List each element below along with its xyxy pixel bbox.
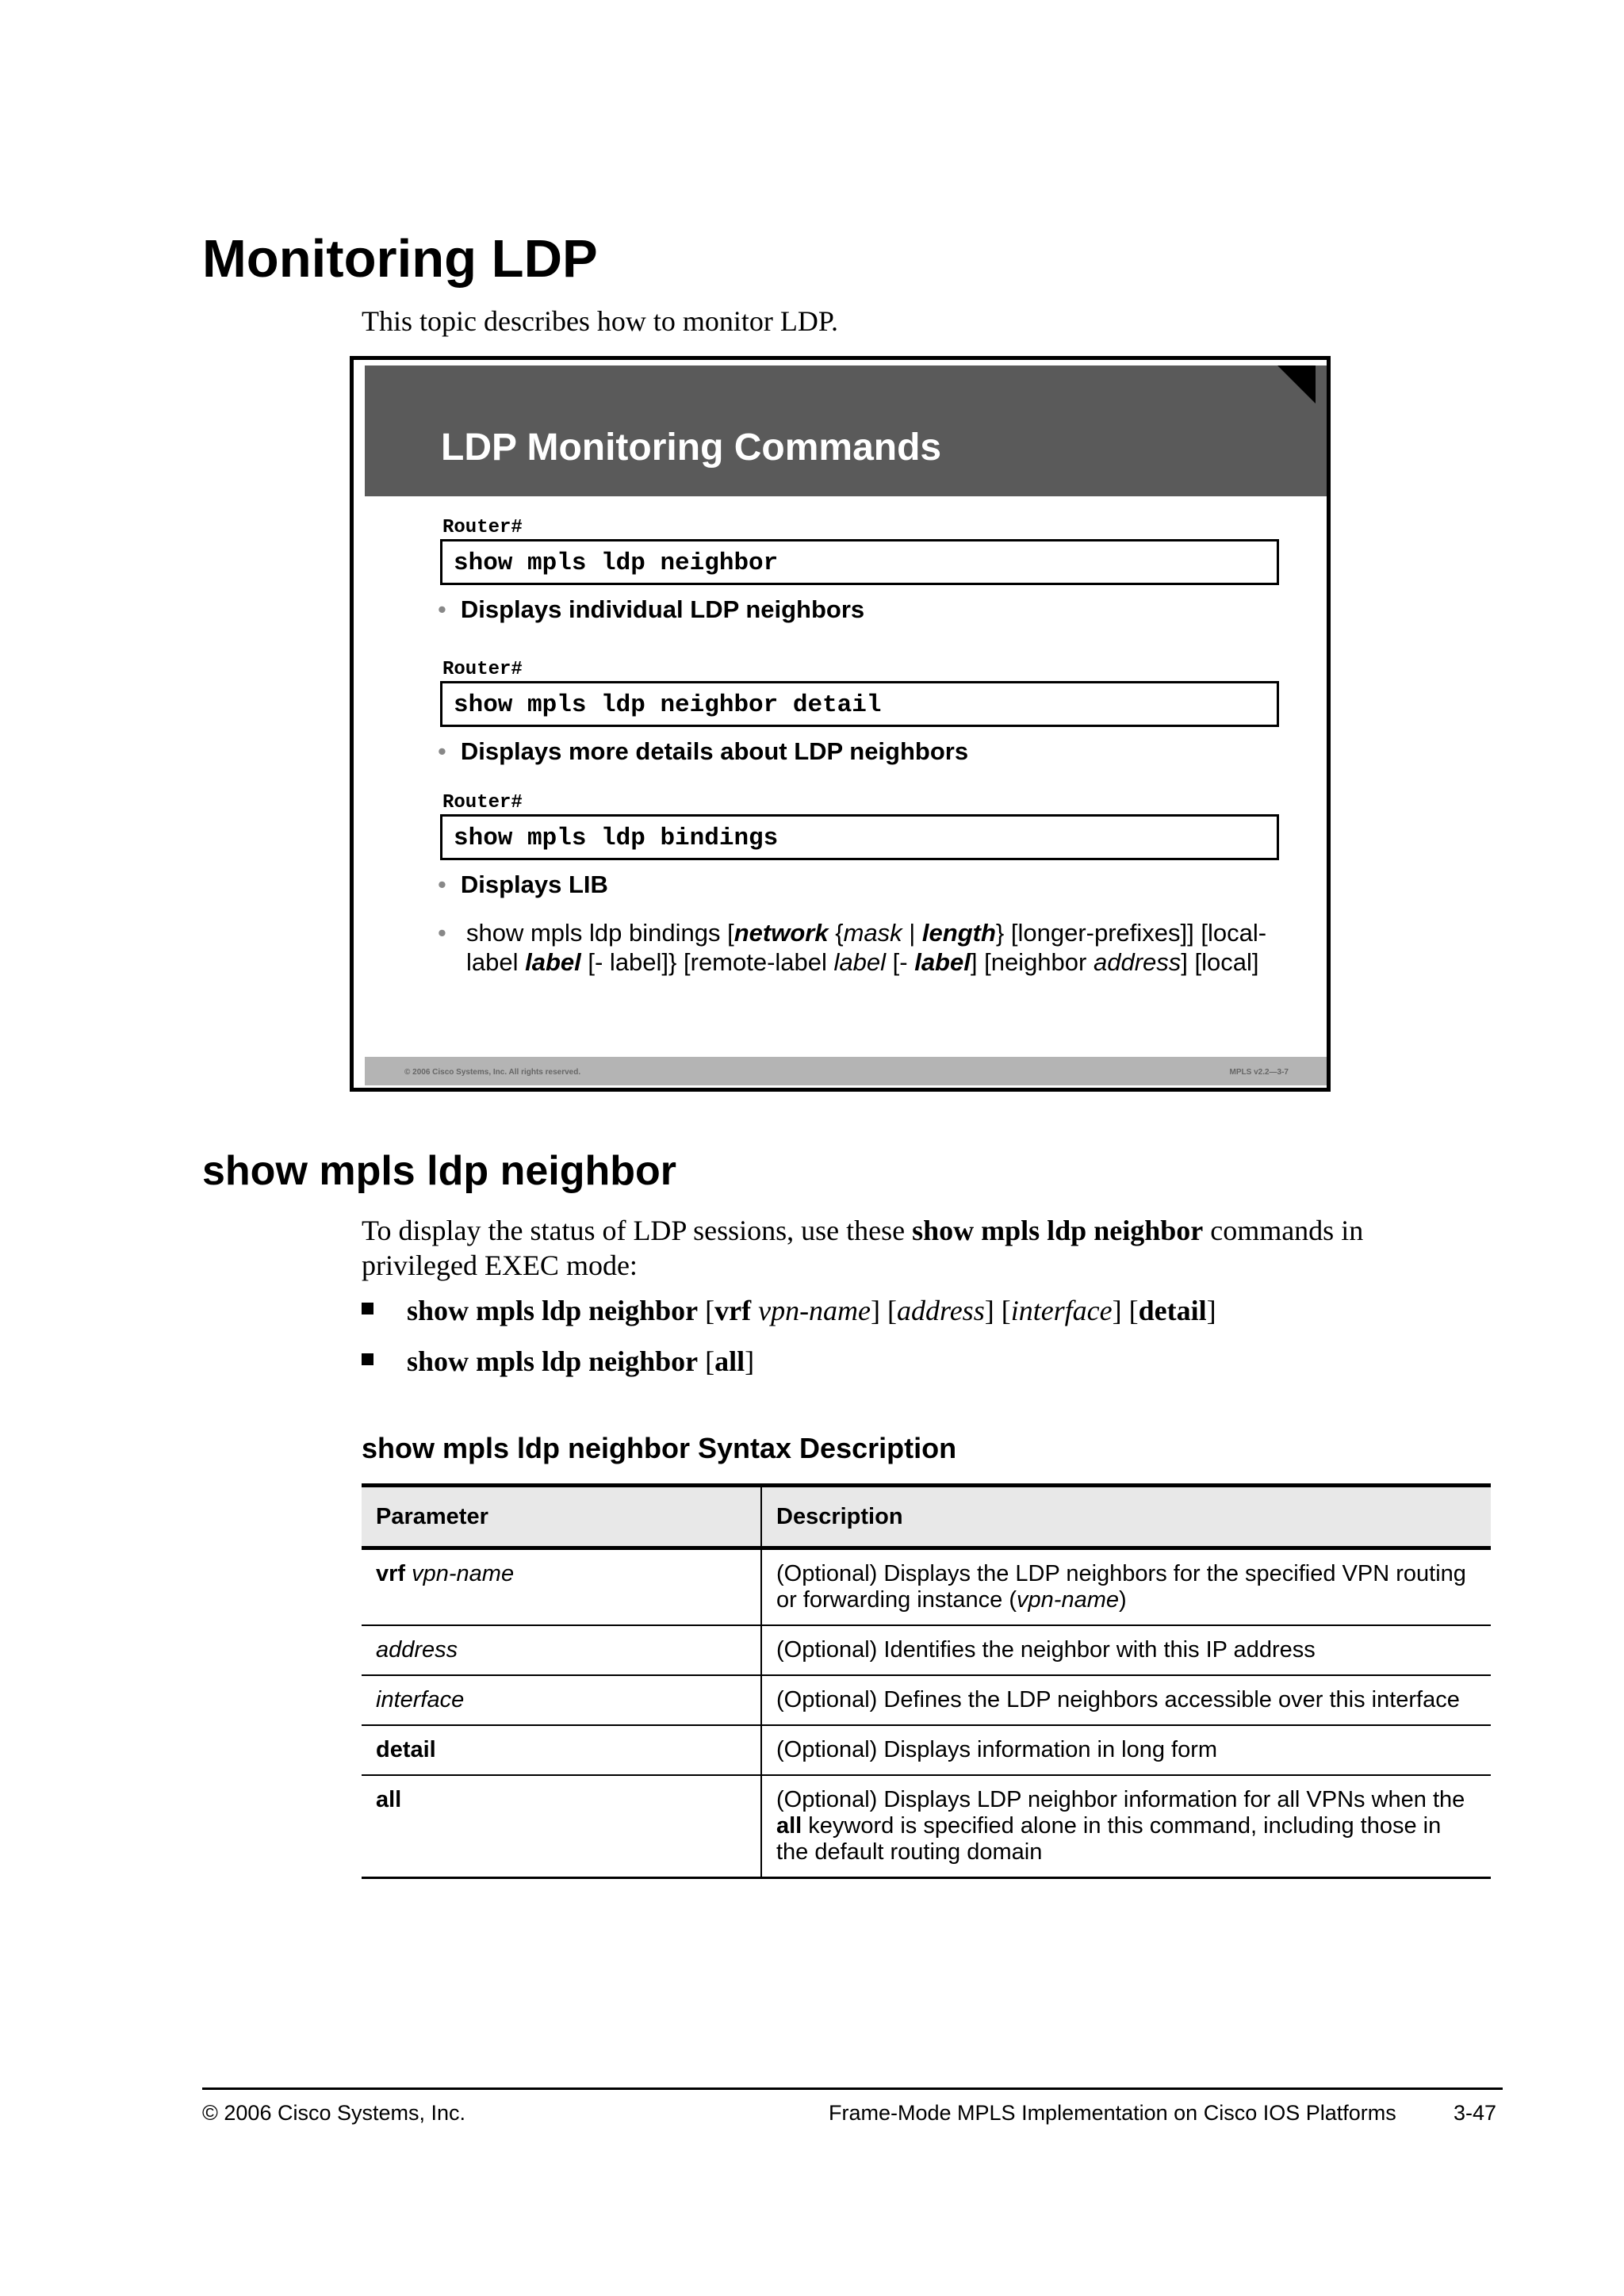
slide-footer (365, 1057, 1327, 1085)
square-bullet-icon (362, 1303, 373, 1314)
bindings-syntax-bullet (438, 918, 1286, 977)
parameter-cell: detail (362, 1725, 761, 1775)
bullet-dot-icon: • (438, 737, 446, 765)
footer-book-title: Frame-Mode MPLS Implementation on Cisco IOS Platforms (829, 2101, 1396, 2125)
table-row (362, 1675, 1491, 1725)
bullet-text: Displays LIB (460, 871, 608, 898)
table-row (362, 1548, 1491, 1626)
bullet-text: Displays individual LDP neighbors (460, 595, 865, 623)
square-bullet-icon (362, 1353, 373, 1365)
description-cell: (Optional) Identifies the neighbor with this IP address (761, 1625, 1491, 1675)
syntax-description-table (362, 1483, 1491, 1879)
syntax-item: show mpls ldp neighbor [vrf vpn-name] [address] [interface] [detail] (362, 1294, 1216, 1327)
footer-copyright: © 2006 Cisco Systems, Inc. (202, 2101, 466, 2125)
slide-copyright: © 2006 Cisco Systems, Inc. All rights reserved. (404, 1068, 581, 1077)
table-caption: show mpls ldp neighbor Syntax Description (362, 1432, 957, 1464)
description-cell: (Optional) Displays information in long form (761, 1725, 1491, 1775)
parameter-cell: all (362, 1775, 761, 1878)
bullet-dot-icon: • (438, 871, 446, 898)
description-cell: (Optional) Defines the LDP neighbors accessible over this interface (761, 1675, 1491, 1725)
slide-corner-decoration (1277, 365, 1316, 404)
table-row (362, 1725, 1491, 1775)
table-header-cell: Description (761, 1486, 1491, 1548)
slide-number: MPLS v2.2—3-7 (1229, 1068, 1289, 1077)
command-text: show mpls ldp bindings (454, 825, 779, 852)
parameter-cell: interface (362, 1675, 761, 1725)
bindings-syntax-text: show mpls ldp bindings [network {mask | length} [longer-prefixes]] [local-label label [- label]} [remote-label label [- label] [neighbor address] [local] (466, 919, 1267, 976)
command-box (440, 814, 1279, 860)
table-row (362, 1625, 1491, 1675)
slide-bullet (438, 595, 864, 624)
syntax-item: show mpls ldp neighbor [all] (362, 1345, 754, 1378)
description-cell: (Optional) Displays LDP neighbor information for all VPNs when the all keyword is specified alone in this command, including those in the default routing domain (761, 1775, 1491, 1878)
bullet-dot-icon: • (438, 919, 446, 947)
router-prompt: Router# (442, 517, 523, 538)
description-cell: (Optional) Displays the LDP neighbors for the specified VPN routing or forwarding instance (vpn-name) (761, 1548, 1491, 1626)
parameter-cell: vrf vpn-name (362, 1548, 761, 1626)
slide (350, 356, 1331, 1092)
bullet-dot-icon: • (438, 595, 446, 623)
table-header-row (362, 1486, 1491, 1548)
parameter-cell: address (362, 1625, 761, 1675)
router-prompt: Router# (442, 792, 523, 813)
slide-title: LDP Monitoring Commands (441, 427, 942, 469)
section-heading: show mpls ldp neighbor (202, 1148, 676, 1194)
footer-rule (202, 2087, 1503, 2090)
command-text: show mpls ldp neighbor detail (454, 691, 882, 719)
slide-bullet (438, 737, 968, 766)
bullet-text: Displays more details about LDP neighbors (460, 737, 969, 765)
command-box (440, 539, 1279, 585)
table-header-cell: Parameter (362, 1486, 761, 1548)
page-number: 3-47 (1454, 2101, 1497, 2125)
section-intro: To display the status of LDP sessions, use these show mpls ldp neighbor commands in privileged EXEC mode: (362, 1215, 1364, 1281)
slide-bullet (438, 871, 608, 899)
table-row (362, 1775, 1491, 1878)
command-box (440, 681, 1279, 727)
page-title: Monitoring LDP (202, 229, 598, 289)
topic-intro: This topic describes how to monitor LDP. (362, 305, 838, 337)
command-text: show mpls ldp neighbor (454, 549, 779, 577)
router-prompt: Router# (442, 659, 523, 680)
